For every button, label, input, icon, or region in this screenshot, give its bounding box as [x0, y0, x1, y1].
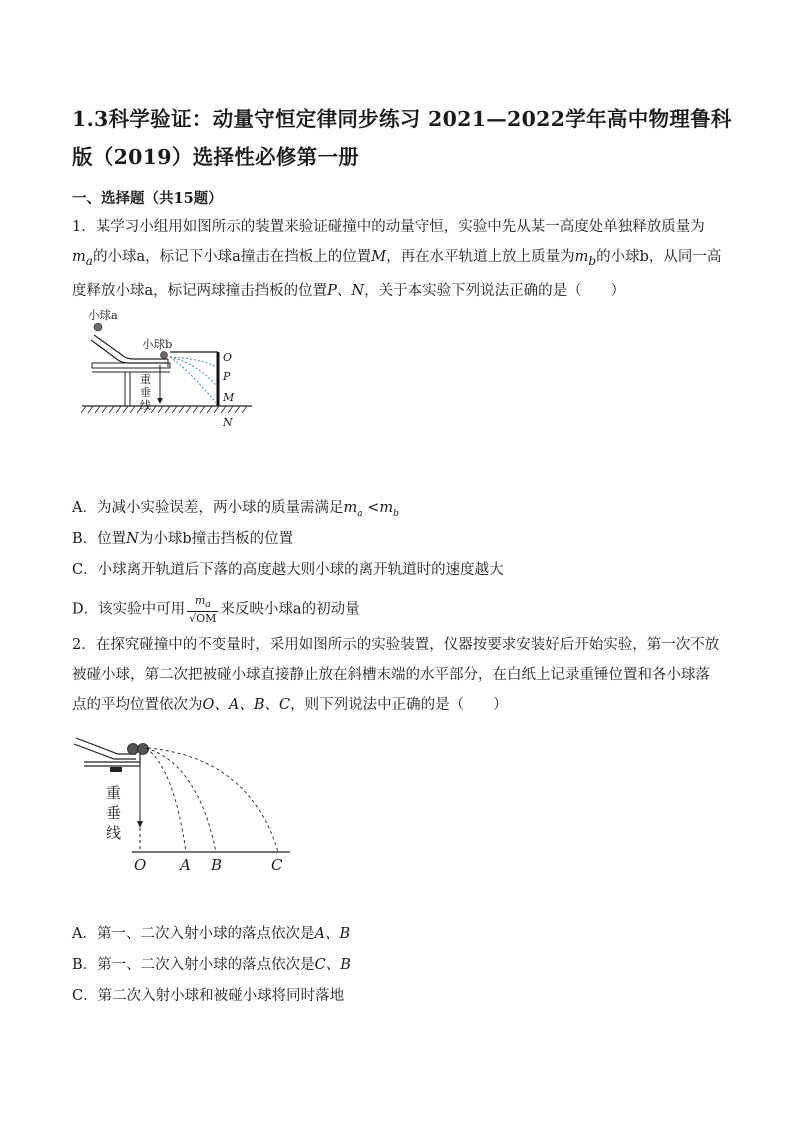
plumb-label-1: 重 [140, 373, 151, 386]
ball-b-label: 小球b [142, 337, 173, 351]
question-2-number: 2． [72, 637, 96, 653]
q2-option-c[interactable]: C．第二次入射小球和被碰小球将同时落地 [72, 988, 345, 1004]
mark-N: N [223, 416, 233, 429]
mark-P: P [223, 370, 231, 383]
mark-B: B [211, 856, 223, 874]
fraction: $\frac{m_a}{√OM}$ [189, 594, 217, 626]
mark-O: O [223, 351, 233, 364]
ball-a-label: 小球a [88, 308, 118, 322]
q2-option-a[interactable]: A．第一、二次入射小球的落点依次是A、B [72, 926, 351, 942]
mark-O: O [134, 856, 147, 874]
page-title: 1.3科学验证：动量守恒定律同步练习 2021—2022学年高中物理鲁科版（2019）选择性必修第一册 [72, 107, 732, 169]
mark-M: M [223, 391, 235, 404]
q1-option-d[interactable]: D．该实验中可用 $\frac{m_a}{√OM}$ 来反映小球a的初动量 [72, 594, 360, 626]
q1-option-c[interactable]: C．小球离开轨道后下落的高度越大则小球的离开轨道时的速度越大 [72, 562, 504, 578]
plumb-label-2: 垂 [140, 386, 151, 399]
q1-option-a[interactable]: A．为减小实验误差，两小球的质量需满足$m_a <m_b$ [72, 500, 399, 519]
mark-A: A [180, 856, 191, 874]
question-1-number: 1． [72, 219, 96, 235]
q1-option-b[interactable]: B．位置N为小球b撞击挡板的位置 [72, 531, 294, 547]
plumb-label-3: 线 [140, 399, 151, 412]
mark-C: C [271, 856, 283, 874]
question-1-stem: 1．某学习小组用如图所示的装置来验证碰撞中的动量守恒，实验中先从某一高度处单独释放质量为$m_a$的小球a，标记下小球a撞击在挡板上的位置M，再在水平轨道上放上质量为$m_b$的小球b，从同一高度释放小球a，标记两球撞击挡板的位置P、N，关于本实验下列说法正确的是（ ） [72, 219, 722, 299]
question-2-stem: 2．在探究碰撞中的不变量时，采用如图所示的实验装置，仪器按要求安装好后开始实验，第一次不放被碰小球，第二次把被碰小球直接静止放在斜槽末端的水平部分，在白纸上记录重锤位置和各小球落点的平均位置依次为O、A、B、C，则下列说法中正确的是（ ） [72, 637, 720, 713]
section-heading: 一、选择题（共15题） [72, 190, 223, 207]
q2-option-b[interactable]: B．第一、二次入射小球的落点依次是C、B [72, 957, 351, 973]
question-2-figure [70, 728, 295, 876]
question-1-figure [78, 305, 258, 429]
plumb-label-3: 线 [106, 824, 122, 842]
plumb-label-2: 垂 [106, 804, 122, 822]
plumb-label-1: 重 [106, 784, 122, 802]
